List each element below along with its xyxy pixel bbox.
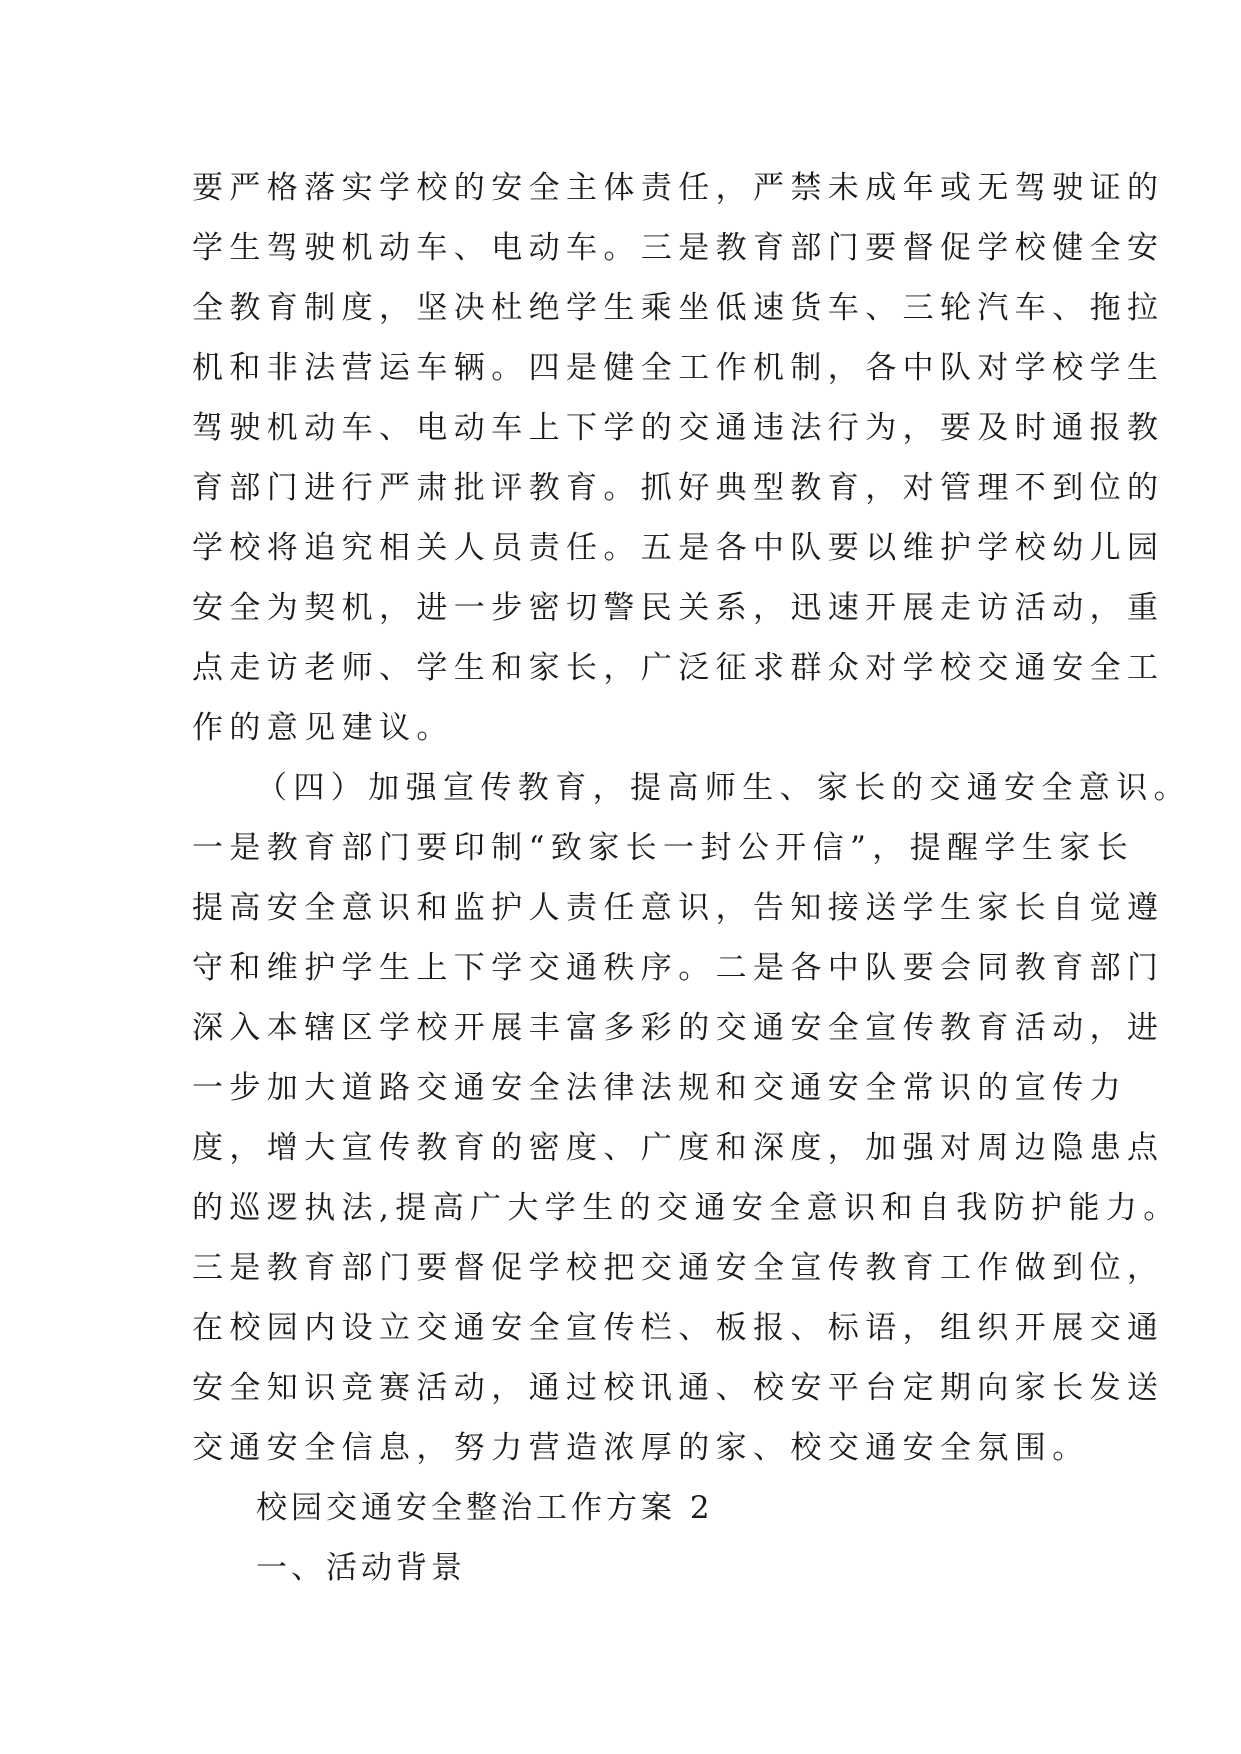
section-heading: 一、活动背景 — [256, 1550, 466, 1586]
section-heading: 校园交通安全整治工作方案 2 — [256, 1490, 714, 1526]
paragraph-line: 交通安全信息，努力营造浓厚的家、校交通安全氛围。 — [192, 1430, 1090, 1466]
paragraph-line: 作的意见建议。 — [192, 710, 454, 746]
paragraph-line: 要严格落实学校的安全主体责任，严禁未成年或无驾驶证的 — [192, 170, 1165, 206]
paragraph-line: 机和非法营运车辆。四是健全工作机制，各中队对学校学生 — [192, 350, 1165, 386]
paragraph-line: 提高安全意识和监护人责任意识，告知接送学生家长自觉遵 — [192, 890, 1165, 926]
paragraph-line: 守和维护学生上下学交通秩序。二是各中队要会同教育部门 — [192, 950, 1165, 986]
paragraph-line: 安全知识竞赛活动，通过校讯通、校安平台定期向家长发送 — [192, 1370, 1165, 1406]
paragraph-line: 学校将追究相关人员责任。五是各中队要以维护学校幼儿园 — [192, 530, 1165, 566]
paragraph-line: 点走访老师、学生和家长，广泛征求群众对学校交通安全工 — [192, 650, 1165, 686]
paragraph-line: 驾驶机动车、电动车上下学的交通违法行为，要及时通报教 — [192, 410, 1165, 446]
paragraph-line: 的巡逻执法,提高广大学生的交通安全意识和自我防护能力。 — [192, 1190, 1181, 1226]
document-body — [192, 158, 1191, 1598]
paragraph-line: 全教育制度，坚决杜绝学生乘坐低速货车、三轮汽车、拖拉 — [192, 290, 1165, 326]
paragraph-line: 育部门进行严肃批评教育。抓好典型教育，对管理不到位的 — [192, 470, 1165, 506]
paragraph-line: 在校园内设立交通安全宣传栏、板报、标语，组织开展交通 — [192, 1310, 1165, 1346]
paragraph-line: （四）加强宣传教育，提高师生、家长的交通安全意识。 — [256, 770, 1191, 806]
paragraph-line: 安全为契机，进一步密切警民关系，迅速开展走访活动，重 — [192, 590, 1165, 626]
paragraph-line: 学生驾驶机动车、电动车。三是教育部门要督促学校健全安 — [192, 230, 1165, 266]
paragraph-line: 度，增大宣传教育的密度、广度和深度，加强对周边隐患点 — [192, 1130, 1165, 1166]
paragraph-line: 三是教育部门要督促学校把交通安全宣传教育工作做到位， — [192, 1250, 1165, 1286]
paragraph-line: 深入本辖区学校开展丰富多彩的交通安全宣传教育活动，进 — [192, 1010, 1165, 1046]
paragraph-line: 一步加大道路交通安全法律法规和交通安全常识的宣传力 — [192, 1070, 1127, 1106]
paragraph-line: 一是教育部门要印制“致家长一封公开信”，提醒学生家长 — [192, 830, 1135, 866]
